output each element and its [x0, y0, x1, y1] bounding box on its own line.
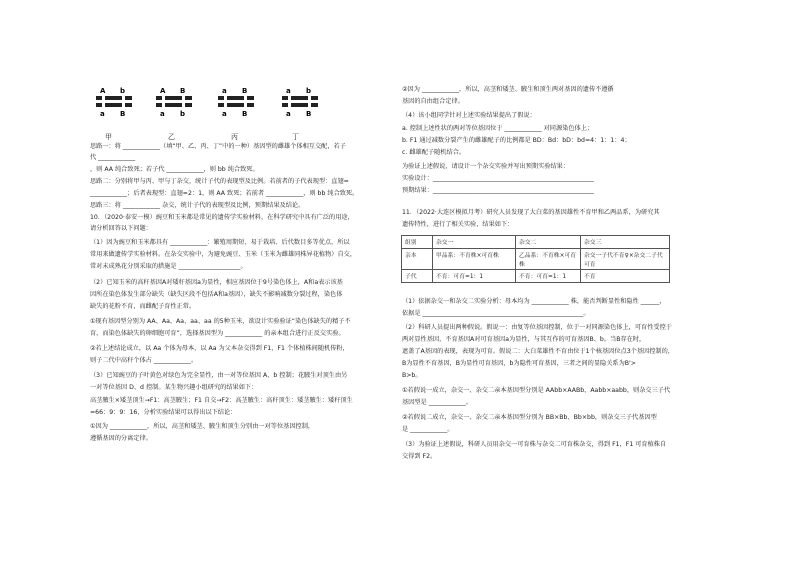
allele-label: a — [100, 110, 105, 118]
text-line: =66：9：9：16，分析实验结果可以得出以下结论： — [90, 409, 237, 416]
text-line: 高茎腋生×矮茎顶生→F1：高茎腋生；F1 自交→F2：高茎腋生：高秆顶生：矮茎腋生：矮秆顶生 — [90, 397, 353, 404]
table-cell: 不育 — [581, 270, 670, 283]
question-11-header: 11．（2022·大连区模拟月考）研究人员发现了大白菜的基因雄性不育甲和乙两品系，为研究其 — [402, 209, 660, 216]
text-line: 育，而染色体缺失的卵细胞可育”，选择基因型为 ____________ 的亲本组合进行正反交实验。 — [90, 330, 345, 337]
text-line: （2）科研人员提出两种假说。假说一：由复等位基因控制，位于一对同源染色体上，可育性受控于 — [402, 324, 672, 331]
chromosome-figure — [96, 86, 356, 130]
text-line: （1）依据杂交一和杂交二实验分析：母本均为 ____________ 株，能否判断显性和隐性 ______， — [402, 298, 666, 305]
table-cell: 乙品系：不育株×可育株 — [516, 249, 581, 270]
text-line: 常用来做遗传学实验材料。在杂交实验中，为避免豌豆、玉米（玉米为雌雄同株异花植物）自交， — [90, 251, 357, 258]
text-line: 基因型是 ____________。 — [402, 399, 473, 406]
chromosome-pair-jia — [96, 87, 132, 118]
allele-label: B — [306, 110, 312, 118]
allele-label: B — [242, 110, 248, 118]
text-line: 预期结果：____________________________________________________ — [402, 187, 594, 194]
results-table — [401, 235, 670, 283]
text-line: 遗传特性，进行了相关实验，结果如下： — [402, 221, 514, 228]
table-header-cell: 杂交二 — [516, 236, 581, 249]
allele-label: b — [120, 87, 126, 95]
text-line: 思路三：将 ____________ 杂交，统计子代的表现型及比例，预期结果及结论。 — [90, 202, 305, 209]
table-row — [402, 270, 670, 283]
table-header-row — [402, 236, 670, 249]
text-line: 代 ____________ — [90, 154, 136, 161]
table-cell: 杂交一子代不育♀×杂交二子代可育 — [581, 249, 670, 270]
text-line: 缺失的花粉不育，而雌配子育性正常。 — [90, 303, 196, 310]
text-line: 两对显性基因，不育基因A对可育基因a为显性，与其互作的可育基因B、b。当B存在时， — [402, 336, 646, 343]
text-line: （3）已知豌豆的子叶黄色对绿色为完全显性，由一对等位基因 A、b 控制；花腋生对顶生由另 — [90, 372, 348, 379]
allele-label: b — [180, 110, 186, 118]
text-line: ②若假说二成立，杂交一、杂交二亲本基因型分别为 BB×Bb、Bb×bb，则杂交三子代基因型 — [402, 414, 657, 421]
text-line: c. 雌雄配子随机结合。 — [402, 149, 466, 156]
allele-label: A — [100, 87, 106, 95]
table-row — [402, 249, 670, 270]
text-line: 思路二：分别将甲与丙、甲与丁杂交，统计子代的表现型及比例。若前者的子代表现型：直翅= — [90, 178, 349, 185]
text-line: （2）已知玉米的高秆基因A对矮秆基因a为显性，相应基因位于9号染色体上，A和a表示该基 — [90, 279, 343, 286]
text-line: ①因为 ____________，所以，高茎和矮茎、腋生和顶生分别由一对等位基因控制， — [90, 423, 315, 430]
text-line: 因所在染色体发生部分缺失（缺失区段不包括A和a基因），缺失不影响减数分裂过程，染色体 — [90, 291, 343, 298]
allele-label: b — [306, 87, 312, 95]
text-line: ②因为 ____________，所以，高茎和矮茎、腋生和顶生两对基因的遗传不遵循 — [402, 86, 614, 93]
chromosome-pair-yi — [156, 87, 192, 118]
text-line: 依据是 ____________________________________________________。 — [402, 310, 590, 317]
text-line: ①若假说一成立，杂交一、杂交二亲本基因型分别是 AAbb×AABb、Aabb×aabb，则杂交三子代 — [402, 387, 671, 394]
allele-label: a — [160, 110, 165, 118]
text-line: a. 控制上述性状的两对等位基因位于 ____________ 对同源染色体上； — [402, 125, 594, 132]
text-line: 实验设计：____________________________________________________ — [402, 175, 594, 182]
text-line: 为验证上述假说，请设计一个杂交实验并写出预期实验结果： — [402, 163, 570, 170]
caption-bing: 丙 — [231, 133, 238, 141]
table-header-cell: 组别 — [402, 236, 433, 249]
text-line: ①现有基因型分别为 AA、Aa、Aa、aa、aa 的5种玉米，欲设计实验验证“染色体缺失的精子不 — [90, 318, 351, 325]
text-line: 遵循基因的分离定律。 — [90, 435, 152, 442]
allele-label: a — [222, 87, 227, 95]
text-line: 常对未成熟花分别采取的措施是 ____________________。 — [90, 263, 247, 270]
allele-label: a — [222, 110, 227, 118]
allele-label: B — [120, 110, 126, 118]
table-cell: 不育：可育=1：1 — [516, 270, 581, 283]
text-line: 则子二代中高秆个体占 ____________。 — [90, 357, 198, 364]
text-line: ____________；后者表现型：直翅=2：1，则 AA 致死；若前者 ____________，则 bb 纯合致死。 — [90, 190, 359, 197]
text-line: （4）该小组同学针对上述实验结果提出了假说： — [402, 112, 536, 119]
text-line: b. F1 通过减数分裂产生的雌雄配子的比例都是 BD：Bd：bD：bd=4：1：1：4； — [402, 137, 631, 144]
text-line: ，则 AA 纯合致死；若子代 ____________，则 bb 纯合致死。 — [90, 166, 259, 173]
text-line: （3）为验证上述假说，科研人员用杂交一可育株与杂交二可育株杂交，得到 F1，F1 可育植株自 — [402, 441, 667, 448]
allele-label: a — [286, 87, 291, 95]
chromosome-pair-ding — [282, 87, 318, 118]
table-cell: 不育：可育=1：1 — [433, 270, 516, 283]
question-10-header: 10．（2020·泰安一模）豌豆和玉米都是常见的遗传学实验材料，在科学研究中具有广泛的用途， — [90, 214, 354, 221]
text-line: 一对等位基因 D、d 控制。某生物兴趣小组研究的结果如下： — [90, 384, 258, 391]
chromosome-pair-bing — [218, 87, 254, 118]
table-header-cell: 杂交一 — [433, 236, 516, 249]
text-line: ②若上述结论成立，以 Aa 个体为母本，以 Aa 为父本杂交得到 F1，F1 个体植株间随机传粉， — [90, 345, 349, 352]
text-line: 请分析回答以下问题： — [90, 225, 152, 232]
allele-label: B — [242, 87, 248, 95]
text-line: 基因的自由组合定律。 — [402, 98, 464, 105]
allele-label: a — [286, 110, 291, 118]
table-header-cell: 杂交三 — [581, 236, 670, 249]
text-line: 遮盖了A基因的表现，表现为可育。假说二：大白菜雄性不育由位于1个核基因位点3个基因控制的， — [402, 348, 674, 355]
table-cell: 亲本 — [402, 249, 433, 270]
text-line: 交得到 F2。 — [402, 453, 437, 460]
caption-jia: 甲 — [105, 133, 112, 141]
text-line: 是 ____________。 — [402, 426, 454, 433]
allele-label: B — [180, 87, 186, 95]
text-line: （1）因为豌豆和玉米都具有 ____________：繁殖周期短、易于栽培、后代数目多等优点，所以 — [90, 239, 350, 246]
allele-label: A — [160, 87, 166, 95]
caption-ding: 丁 — [292, 133, 299, 141]
text-line: 思路一：将 ____________（填“甲、乙、丙、丁”中的一种）基因型的雌雄个体相互交配，若子 — [90, 143, 346, 150]
text-line: B>b。 — [402, 372, 422, 379]
text-line: B为显性不育基因，B为显性可育基因，b为隐性可育基因，三者之间的显隐关系为B'> — [402, 360, 636, 367]
table-cell: 甲品系：不育株×可育株 — [433, 249, 516, 270]
table-cell: 子代 — [402, 270, 433, 283]
caption-yi: 乙 — [168, 133, 175, 141]
